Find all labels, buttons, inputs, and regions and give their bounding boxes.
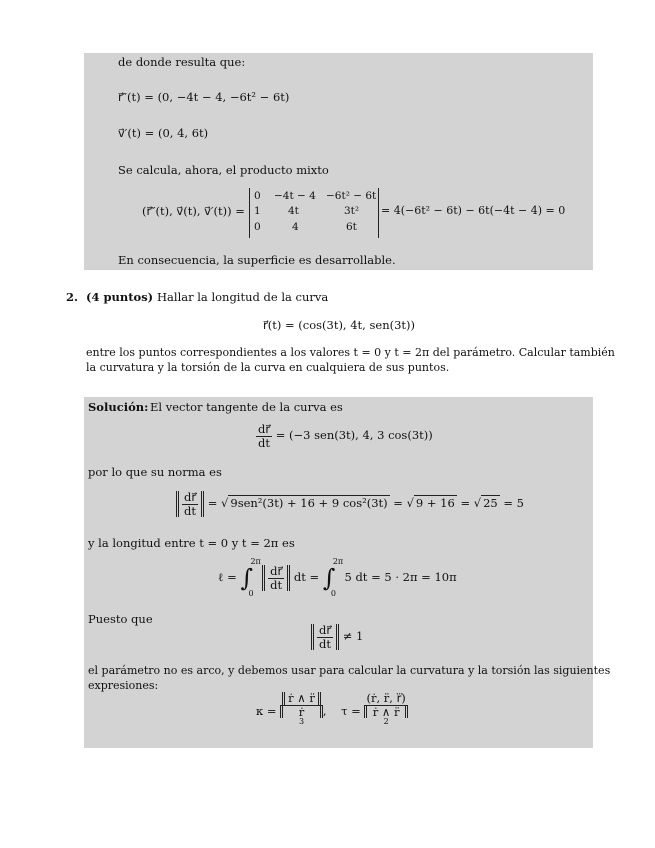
frac-num: dr⃗ [258, 422, 271, 436]
neq-equation [311, 624, 363, 650]
int-lower: 0 [248, 589, 254, 598]
box1-det-lhs: (r⃗″(t), v⃗(t), v⃗′(t)) = [142, 204, 245, 218]
det-cell: 6t [346, 221, 357, 233]
det-cell: 1 [254, 205, 261, 217]
curvature-torsion-formulas [256, 692, 408, 732]
tangent-fraction [256, 423, 272, 449]
tau-num: (ṙ, r̈, r⃛) [366, 691, 406, 705]
norm-equation: $\frac{dr⃗}{dt}$ = √ 9sen²(3t) + 16 + 9 cos²(3t) = √ 9 + 16 = √ 25 = 5 [176, 491, 524, 517]
int-upper: 2π [250, 557, 261, 566]
norm-bars [176, 491, 204, 517]
neq-norm [311, 624, 339, 650]
problem-statement-3: la curvatura y la torsión de la curva en cualquiera de sus puntos. [86, 361, 450, 374]
norm-end: = 5 [503, 496, 524, 511]
frac-den: dt [184, 503, 197, 518]
param-line-2: expresiones: [88, 679, 159, 692]
length-end: 5 dt = 5 · 2π = 10π [344, 570, 457, 584]
norm-sqrt-2: 9 + 16 [415, 496, 455, 511]
box1-mixed-product-line: Se calcula, ahora, el producto mixto [118, 163, 329, 177]
det-cell: 0 [254, 190, 261, 202]
problem-statement-2: entre los puntos correspondientes a los valores t = 0 y t = 2π del parámetro. Calcular también [86, 346, 615, 359]
norm-eq1: = [207, 496, 218, 511]
norm-eq2: = [393, 496, 403, 511]
formula-comma: , [322, 703, 327, 718]
problem-statement-1: Hallar la longitud de la curva [157, 290, 329, 304]
neq-text: ≠ 1 [342, 629, 364, 644]
solution-intro: El vector tangente de la curva es [150, 400, 343, 414]
problem-number: 2. [66, 290, 79, 304]
det-cell: 0 [254, 221, 261, 233]
kappa-pow: 3 [298, 717, 305, 727]
det-cell: 4t [288, 205, 299, 217]
frac-num: dr⃗ [319, 623, 332, 637]
frac-den: dt [270, 577, 283, 592]
length-line: y la longitud entre t = 0 y t = 2π es [88, 536, 295, 550]
problem-curve: r⃗(t) = (cos(3t), 4t, sen(3t)) [263, 318, 416, 332]
kappa-lhs: κ = [256, 703, 277, 718]
param-line-1: el parámetro no es arco, y debemos usar para calcular la curvatura y la torsión las siguientes [88, 664, 611, 677]
norm-sqrt-1: 9sen²(3t) + 16 + 9 cos²(3t) [230, 496, 388, 511]
int-lower: 0 [330, 589, 336, 598]
norm-line: por lo que su norma es [88, 465, 222, 479]
tau-pow: 2 [383, 717, 389, 727]
kappa-num: ṙ ∧ r̈ [282, 692, 321, 705]
since-line: Puesto que [88, 612, 153, 626]
det-cell: 4 [292, 221, 299, 233]
box1-det-rhs: = 4(−6t² − 6t) − 6t(−4t − 4) = 0 [381, 204, 566, 217]
box1-eq-r2: r⃗″(t) = (0, −4t − 4, −6t² − 6t) [118, 90, 290, 104]
tau-fraction [364, 692, 407, 732]
box1-line1: de donde resulta que: [118, 55, 246, 69]
frac-den: dt [319, 636, 332, 651]
det-cell: −4t − 4 [274, 190, 316, 202]
length-mid: dt = [293, 570, 320, 584]
det-cell: 3t² [344, 205, 360, 217]
box1-conclusion: En consecuencia, la superficie es desarrollable. [118, 253, 396, 267]
solution-label: Solución: [88, 400, 149, 414]
tau-den: ṙ ∧ r̈ [364, 706, 407, 719]
frac-num: dr⃗ [184, 490, 197, 504]
box1-eq-v1: v⃗′(t) = (0, 4, 6t) [118, 126, 209, 140]
tau-lhs: τ = [341, 703, 361, 718]
norm-eq3: = [460, 496, 471, 511]
kappa-fraction [280, 692, 323, 732]
length-norm [262, 565, 290, 591]
problem-points: (4 puntos) [86, 290, 154, 304]
length-equation: ℓ = ∫ 2π 0 $\frac{dr⃗}{dt}$ dt = ∫ 2π 0 5 dt = 5 · 2π = 10π [218, 557, 457, 598]
frac-den: dt [258, 435, 271, 450]
tangent-equation [256, 423, 433, 449]
tangent-rhs: = (−3 sen(3t), 4, 3 cos(3t)) [275, 428, 433, 443]
int-upper: 2π [332, 557, 344, 566]
length-lhs: ℓ = [218, 570, 237, 584]
box1-determinant [249, 188, 379, 238]
frac-num: dr⃗ [270, 563, 283, 578]
det-cell: −6t² − 6t [326, 190, 377, 202]
kappa-den: ṙ [280, 706, 323, 719]
norm-sqrt-3: 25 [483, 496, 498, 511]
